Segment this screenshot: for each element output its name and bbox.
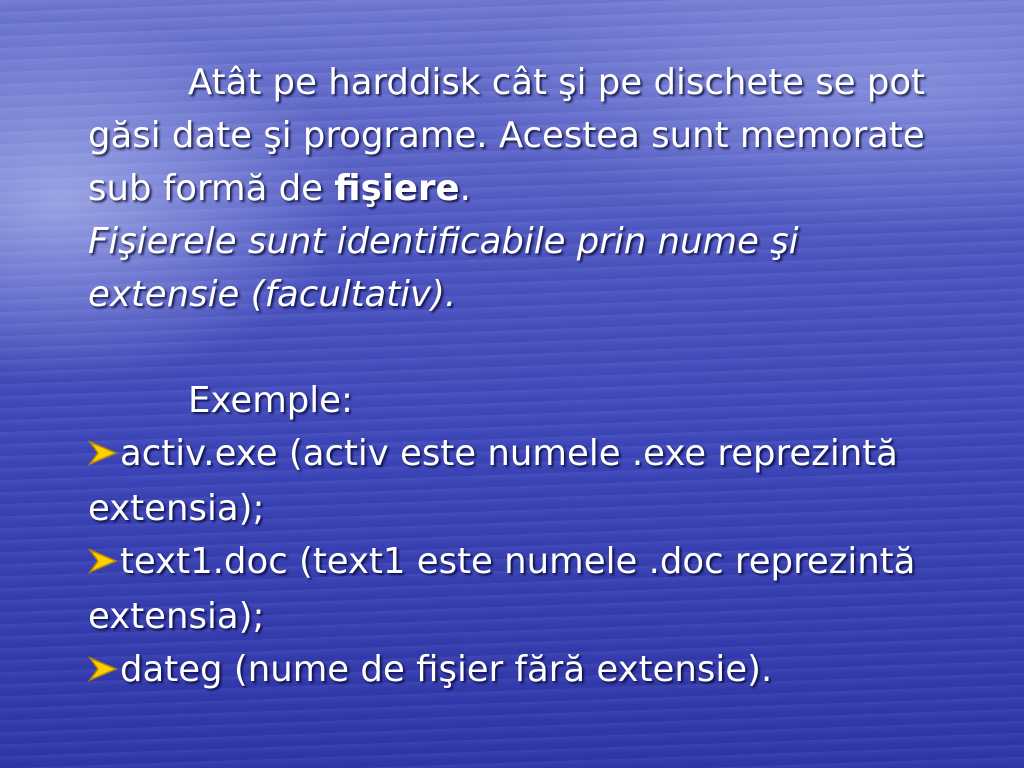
bullet-text: dateg (nume de fişier fără extensie). <box>120 649 773 690</box>
bold-term: fişiere <box>334 168 460 209</box>
arrow-bullet-icon <box>88 645 120 698</box>
italic-sentence <box>88 215 958 321</box>
bullet-list <box>88 427 958 698</box>
slide-body <box>88 56 958 698</box>
bullet-text: text1.doc (text1 este numele .doc reprezintă extensia); <box>88 541 916 637</box>
italic-text: Fişierele sunt identificabile prin nume şi extensie (facultativ). <box>88 221 799 315</box>
list-item <box>88 643 958 698</box>
intro-text: Atât pe harddisk cât şi pe dischete se pot găsi date şi programe. Acestea sunt memorate sub formă de <box>88 62 926 209</box>
arrow-bullet-icon <box>88 429 120 482</box>
intro-period: . <box>459 168 471 209</box>
intro-paragraph <box>88 56 958 215</box>
bullet-text: activ.exe (activ este numele .exe reprezintă extensia); <box>88 433 898 529</box>
arrow-bullet-icon <box>88 537 120 590</box>
list-item <box>88 427 958 535</box>
list-item <box>88 535 958 643</box>
examples-heading: Exemple: <box>188 380 353 421</box>
